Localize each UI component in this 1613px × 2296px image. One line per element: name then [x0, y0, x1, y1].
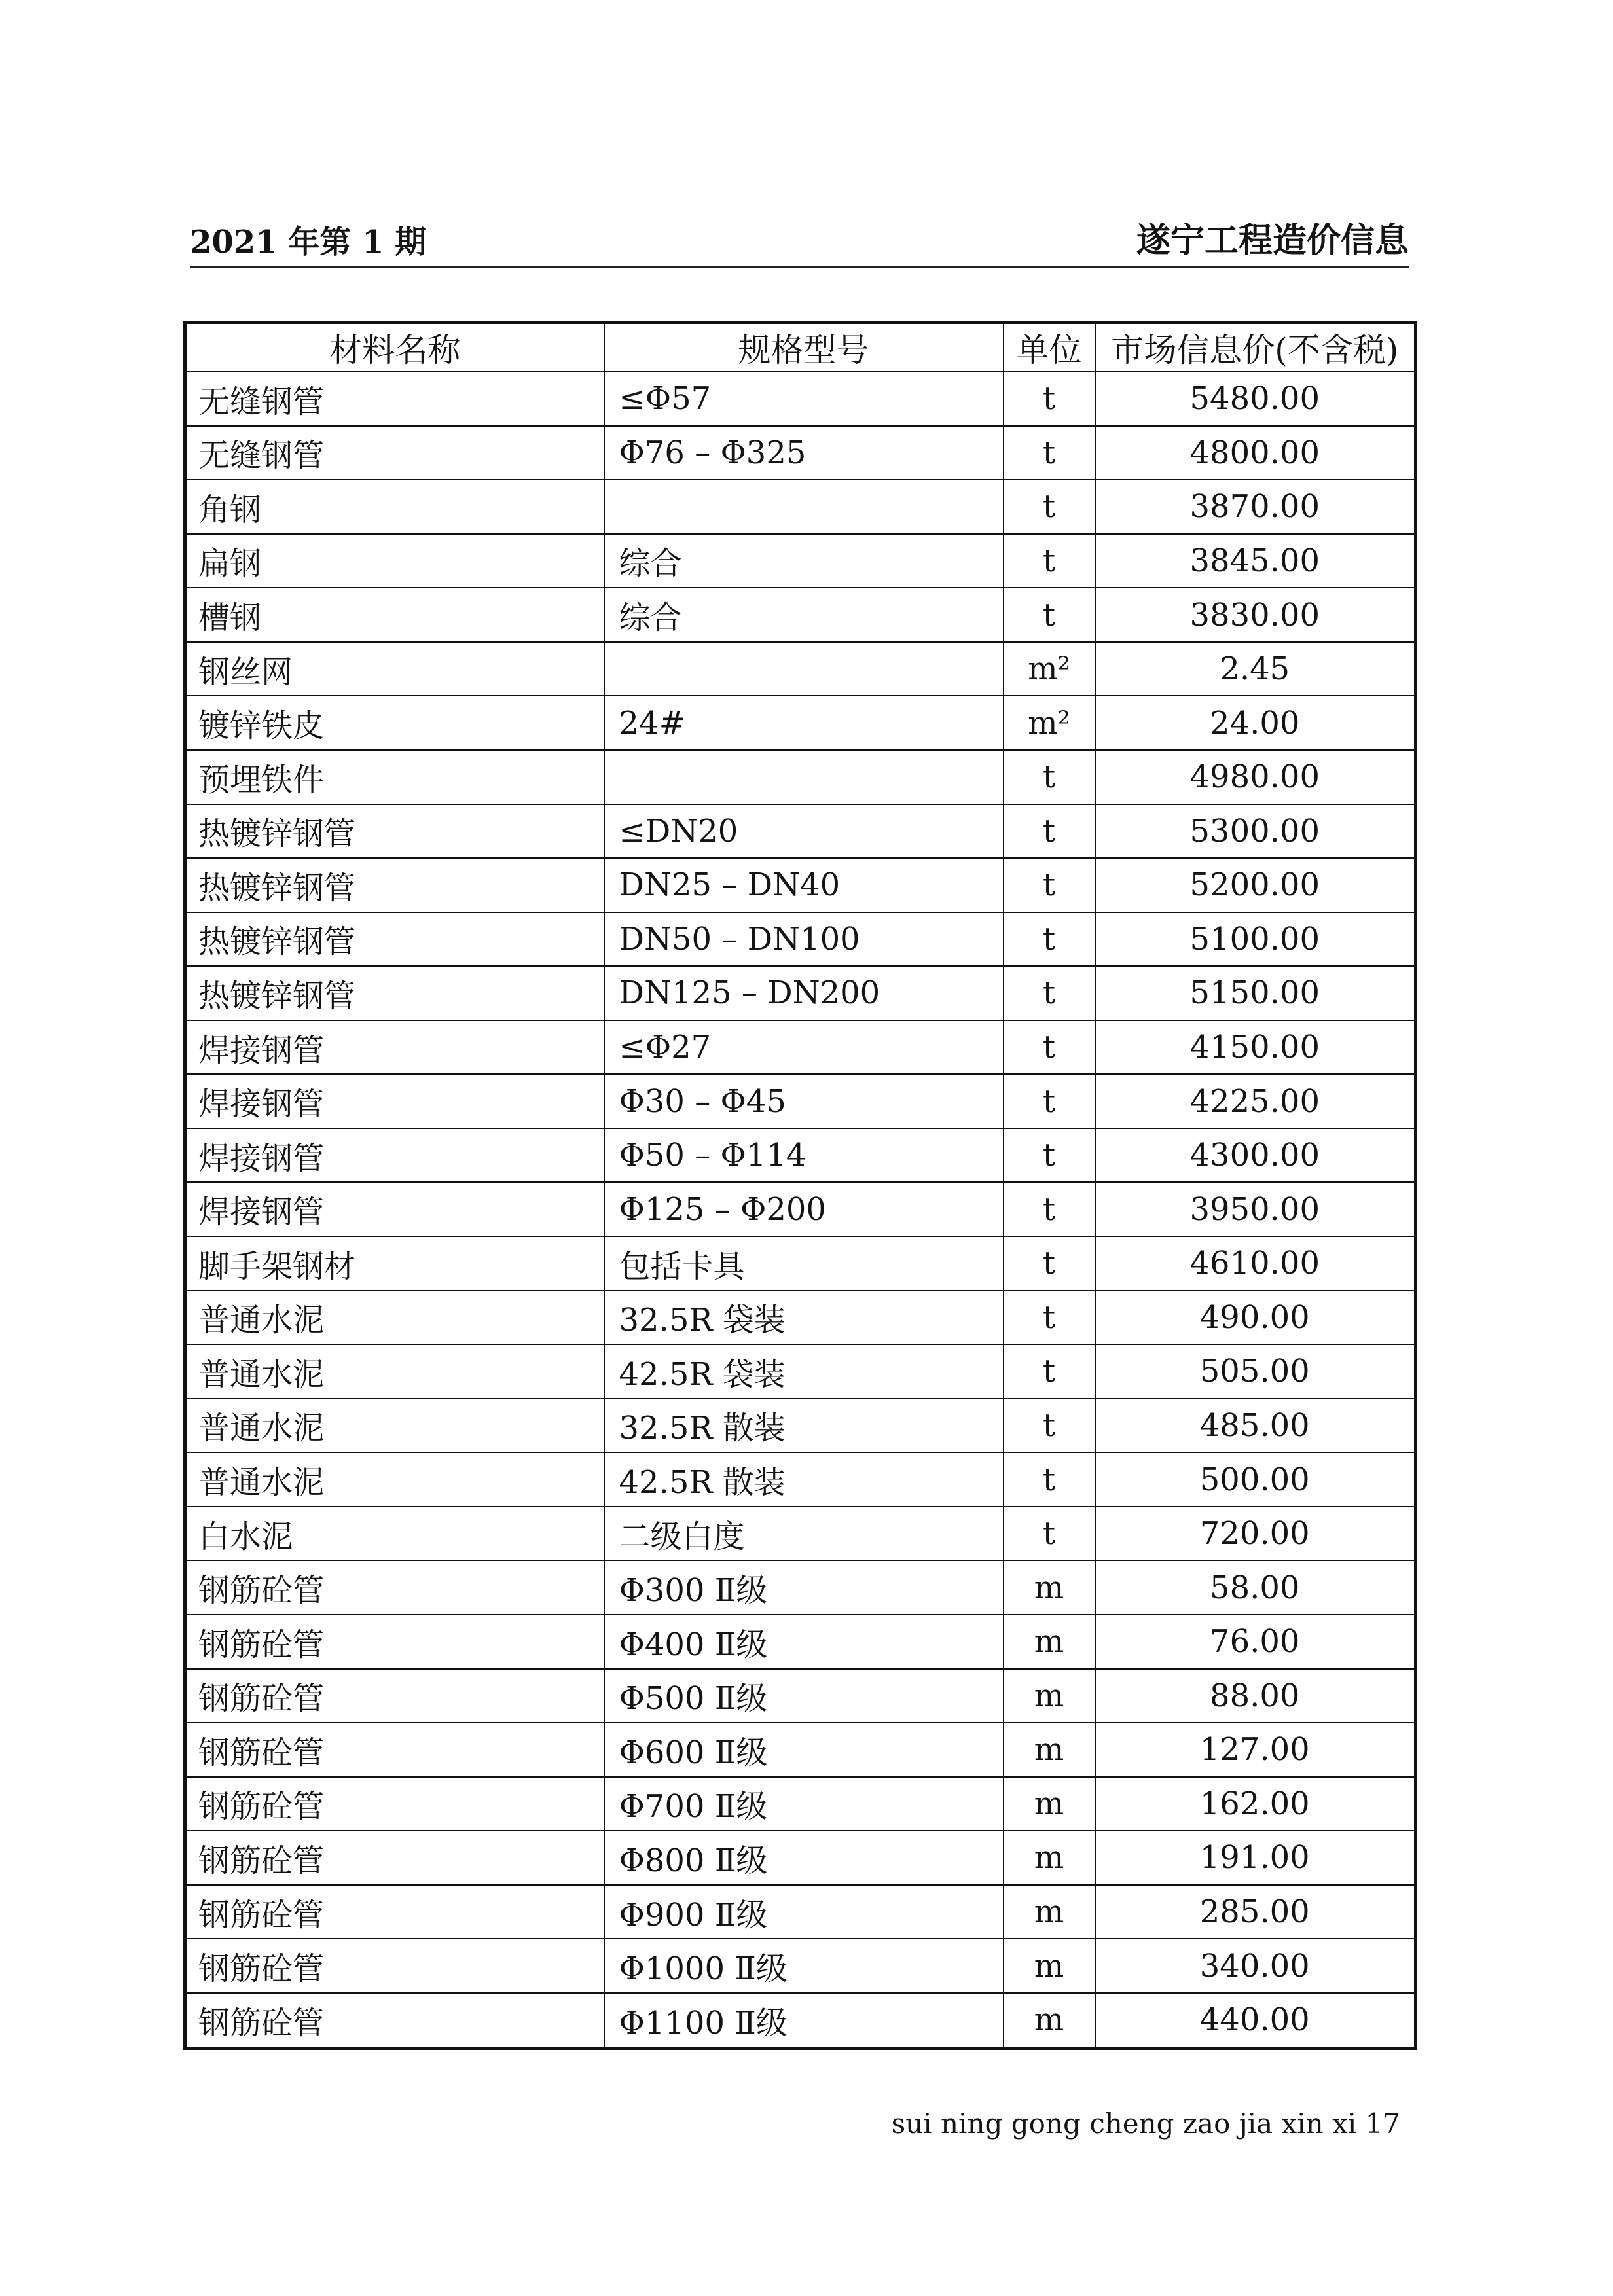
table-row	[185, 1074, 1416, 1128]
material-name-cell: 无缝钢管	[185, 426, 604, 480]
price-cell: 4980.00	[1095, 750, 1416, 804]
price-cell: 3950.00	[1095, 1182, 1416, 1236]
material-name-cell: 钢丝网	[185, 642, 604, 696]
spec-cell: ≤DN20	[604, 804, 1004, 859]
table-row	[185, 426, 1416, 480]
column-header-unit: 单位	[1004, 323, 1095, 372]
price-cell: 285.00	[1095, 1885, 1416, 1939]
table-row	[185, 1669, 1416, 1723]
table-header-row	[185, 323, 1416, 372]
material-name-cell: 热镀锌钢管	[185, 858, 604, 912]
table-row	[185, 1344, 1416, 1399]
spec-cell: 42.5R 散装	[604, 1452, 1004, 1507]
table-row	[185, 1831, 1416, 1885]
spec-cell: 二级白度	[604, 1507, 1004, 1561]
unit-cell: m²	[1004, 696, 1095, 750]
table-row	[185, 1128, 1416, 1183]
material-name-cell: 焊接钢管	[185, 1128, 604, 1183]
spec-cell: Φ900 Ⅱ级	[604, 1885, 1004, 1939]
unit-cell: t	[1004, 750, 1095, 804]
spec-cell: Φ125 – Φ200	[604, 1182, 1004, 1236]
unit-cell: t	[1004, 372, 1095, 426]
unit-cell: t	[1004, 804, 1095, 859]
table-row	[185, 372, 1416, 426]
material-name-cell: 热镀锌钢管	[185, 912, 604, 967]
price-cell: 4800.00	[1095, 426, 1416, 480]
spec-cell: Φ800 Ⅱ级	[604, 1831, 1004, 1885]
price-cell: 440.00	[1095, 1993, 1416, 2049]
material-name-cell: 钢筋砼管	[185, 1669, 604, 1723]
unit-cell: t	[1004, 426, 1095, 480]
material-name-cell: 角钢	[185, 480, 604, 534]
price-cell: 24.00	[1095, 696, 1416, 750]
price-cell: 5100.00	[1095, 912, 1416, 967]
material-name-cell: 焊接钢管	[185, 1074, 604, 1128]
price-cell: 720.00	[1095, 1507, 1416, 1561]
material-name-cell: 扁钢	[185, 534, 604, 588]
material-name-cell: 普通水泥	[185, 1452, 604, 1507]
price-cell: 5480.00	[1095, 372, 1416, 426]
table-row	[185, 966, 1416, 1020]
price-cell: 4610.00	[1095, 1236, 1416, 1291]
unit-cell: t	[1004, 912, 1095, 967]
table-row	[185, 1723, 1416, 1777]
unit-cell: t	[1004, 1074, 1095, 1128]
spec-cell: Φ50 – Φ114	[604, 1128, 1004, 1183]
spec-cell: Φ300 Ⅱ级	[604, 1560, 1004, 1615]
table-row	[185, 1777, 1416, 1831]
spec-cell: 32.5R 散装	[604, 1399, 1004, 1453]
material-name-cell: 普通水泥	[185, 1344, 604, 1399]
price-cell: 490.00	[1095, 1291, 1416, 1345]
table-row	[185, 858, 1416, 912]
unit-cell: m	[1004, 1615, 1095, 1669]
table-row	[185, 588, 1416, 642]
unit-cell: t	[1004, 858, 1095, 912]
issue-label: 2021 年第 1 期	[190, 224, 427, 260]
material-name-cell: 钢筋砼管	[185, 1939, 604, 1993]
spec-cell: Φ1000 Ⅱ级	[604, 1939, 1004, 1993]
material-name-cell: 钢筋砼管	[185, 1560, 604, 1615]
spec-cell: Φ1100 Ⅱ级	[604, 1993, 1004, 2049]
material-name-cell: 热镀锌钢管	[185, 804, 604, 859]
unit-cell: t	[1004, 534, 1095, 588]
price-cell: 76.00	[1095, 1615, 1416, 1669]
spec-cell: Φ30 – Φ45	[604, 1074, 1004, 1128]
price-cell: 340.00	[1095, 1939, 1416, 1993]
unit-cell: t	[1004, 1182, 1095, 1236]
table-row	[185, 1291, 1416, 1345]
unit-cell: m	[1004, 1993, 1095, 2049]
price-cell: 88.00	[1095, 1669, 1416, 1723]
material-name-cell: 槽钢	[185, 588, 604, 642]
material-name-cell: 预埋铁件	[185, 750, 604, 804]
table-row	[185, 1236, 1416, 1291]
table-row	[185, 1885, 1416, 1939]
material-name-cell: 无缝钢管	[185, 372, 604, 426]
unit-cell: t	[1004, 1128, 1095, 1183]
spec-cell: Φ600 Ⅱ级	[604, 1723, 1004, 1777]
unit-cell: m	[1004, 1939, 1095, 1993]
unit-cell: t	[1004, 480, 1095, 534]
column-header-material: 材料名称	[185, 323, 604, 372]
spec-cell	[604, 480, 1004, 534]
price-cell: 162.00	[1095, 1777, 1416, 1831]
price-cell: 5300.00	[1095, 804, 1416, 859]
price-cell: 5150.00	[1095, 966, 1416, 1020]
price-cell: 485.00	[1095, 1399, 1416, 1453]
price-cell: 58.00	[1095, 1560, 1416, 1615]
table-row	[185, 750, 1416, 804]
price-cell: 5200.00	[1095, 858, 1416, 912]
table-row	[185, 1020, 1416, 1075]
table-row	[185, 1399, 1416, 1453]
table-row	[185, 1615, 1416, 1669]
unit-cell: t	[1004, 588, 1095, 642]
price-cell: 4150.00	[1095, 1020, 1416, 1075]
table-row	[185, 912, 1416, 967]
unit-cell: m	[1004, 1885, 1095, 1939]
header-divider	[190, 266, 1409, 268]
price-cell: 4300.00	[1095, 1128, 1416, 1183]
price-cell: 4225.00	[1095, 1074, 1416, 1128]
table-row	[185, 1182, 1416, 1236]
column-header-price: 市场信息价(不含税)	[1095, 323, 1416, 372]
material-name-cell: 钢筋砼管	[185, 1723, 604, 1777]
price-cell: 3870.00	[1095, 480, 1416, 534]
material-name-cell: 普通水泥	[185, 1291, 604, 1345]
unit-cell: m²	[1004, 642, 1095, 696]
price-cell: 3845.00	[1095, 534, 1416, 588]
material-name-cell: 脚手架钢材	[185, 1236, 604, 1291]
material-name-cell: 钢筋砼管	[185, 1777, 604, 1831]
table-row	[185, 696, 1416, 750]
column-header-spec: 规格型号	[604, 323, 1004, 372]
unit-cell: t	[1004, 1236, 1095, 1291]
spec-cell	[604, 642, 1004, 696]
material-name-cell: 焊接钢管	[185, 1020, 604, 1075]
unit-cell: m	[1004, 1831, 1095, 1885]
spec-cell: Φ500 Ⅱ级	[604, 1669, 1004, 1723]
publication-title: 遂宁工程造价信息	[1136, 221, 1409, 260]
price-cell: 500.00	[1095, 1452, 1416, 1507]
material-name-cell: 普通水泥	[185, 1399, 604, 1453]
spec-cell: 综合	[604, 588, 1004, 642]
unit-cell: m	[1004, 1560, 1095, 1615]
material-name-cell: 钢筋砼管	[185, 1831, 604, 1885]
unit-cell: m	[1004, 1723, 1095, 1777]
spec-cell: DN25 – DN40	[604, 858, 1004, 912]
material-name-cell: 热镀锌钢管	[185, 966, 604, 1020]
price-cell: 127.00	[1095, 1723, 1416, 1777]
table-body	[185, 372, 1416, 2049]
table-row	[185, 1939, 1416, 1993]
price-cell: 191.00	[1095, 1831, 1416, 1885]
unit-cell: t	[1004, 1020, 1095, 1075]
price-cell: 505.00	[1095, 1344, 1416, 1399]
unit-cell: t	[1004, 1452, 1095, 1507]
material-name-cell: 镀锌铁皮	[185, 696, 604, 750]
table-row	[185, 642, 1416, 696]
spec-cell	[604, 750, 1004, 804]
table-row	[185, 1560, 1416, 1615]
spec-cell: 42.5R 袋装	[604, 1344, 1004, 1399]
material-name-cell: 焊接钢管	[185, 1182, 604, 1236]
spec-cell: ≤Φ57	[604, 372, 1004, 426]
table-row	[185, 1993, 1416, 2049]
spec-cell: 32.5R 袋装	[604, 1291, 1004, 1345]
spec-cell: ≤Φ27	[604, 1020, 1004, 1075]
spec-cell: 包括卡具	[604, 1236, 1004, 1291]
spec-cell: Φ700 Ⅱ级	[604, 1777, 1004, 1831]
unit-cell: t	[1004, 966, 1095, 1020]
spec-cell: DN125 – DN200	[604, 966, 1004, 1020]
table-row	[185, 1452, 1416, 1507]
spec-cell: Φ76 – Φ325	[604, 426, 1004, 480]
price-cell: 3830.00	[1095, 588, 1416, 642]
unit-cell: m	[1004, 1777, 1095, 1831]
page-footer: sui ning gong cheng zao jia xin xi 17	[891, 2108, 1400, 2140]
unit-cell: t	[1004, 1399, 1095, 1453]
page-header	[190, 216, 1409, 268]
price-table	[183, 321, 1417, 2050]
material-name-cell: 白水泥	[185, 1507, 604, 1561]
spec-cell: DN50 – DN100	[604, 912, 1004, 967]
material-name-cell: 钢筋砼管	[185, 1615, 604, 1669]
table-row	[185, 804, 1416, 859]
spec-cell: 24#	[604, 696, 1004, 750]
spec-cell: Φ400 Ⅱ级	[604, 1615, 1004, 1669]
unit-cell: t	[1004, 1507, 1095, 1561]
unit-cell: t	[1004, 1291, 1095, 1345]
table-row	[185, 534, 1416, 588]
unit-cell: m	[1004, 1669, 1095, 1723]
material-name-cell: 钢筋砼管	[185, 1885, 604, 1939]
table-row	[185, 480, 1416, 534]
material-name-cell: 钢筋砼管	[185, 1993, 604, 2049]
price-cell: 2.45	[1095, 642, 1416, 696]
table-row	[185, 1507, 1416, 1561]
unit-cell: t	[1004, 1344, 1095, 1399]
spec-cell: 综合	[604, 534, 1004, 588]
